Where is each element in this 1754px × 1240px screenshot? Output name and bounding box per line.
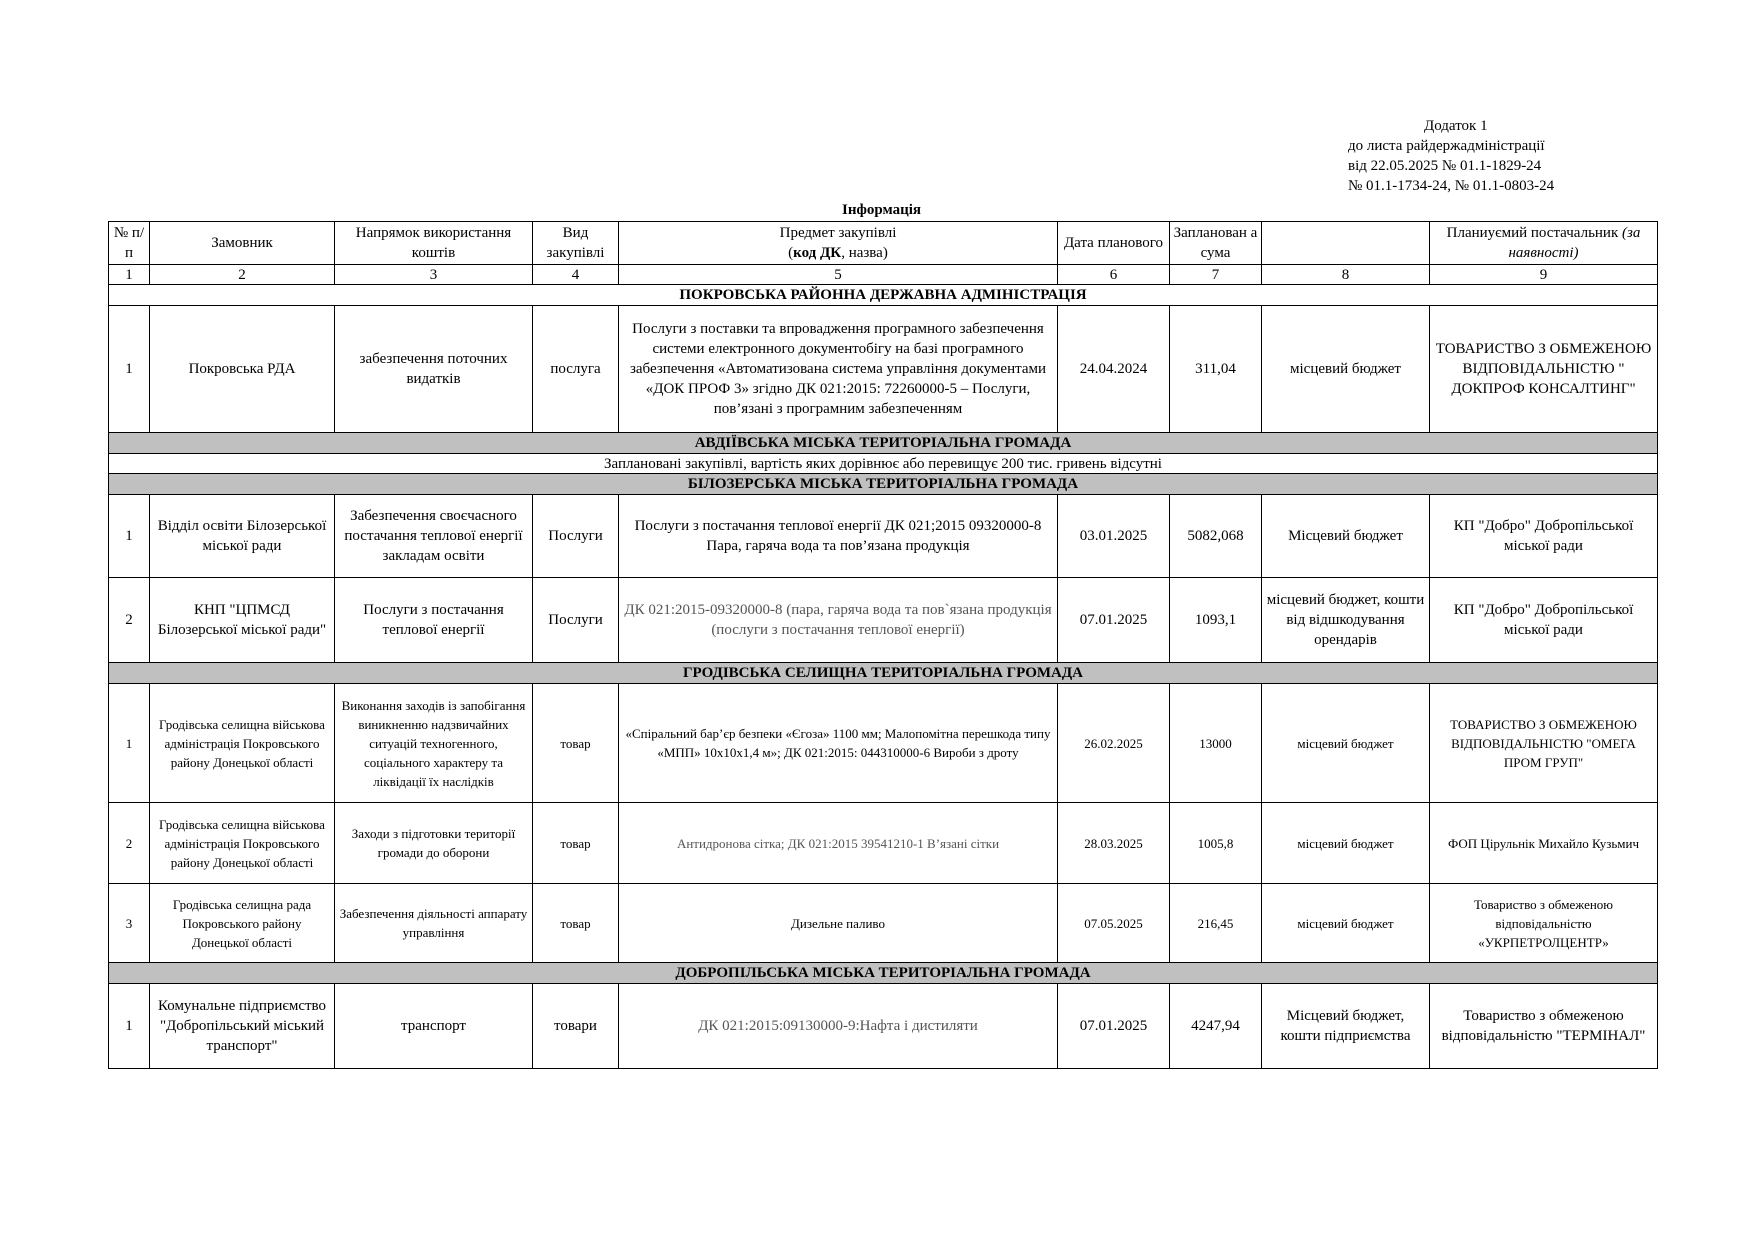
cell-subject: Послуги з поставки та впровадження програмного забезпечення системи електронного документобігу на базі програмного забезпечення «Автоматизована система управління документами «ДОК ПРОФ 3» згідно ДК 021:2015: 72260000-5 – Послуги, пов’язані з програмним забезпеченням xyxy=(619,306,1058,433)
cell-kind: товар xyxy=(533,684,619,803)
column-number: 1 xyxy=(109,265,150,285)
header-row xyxy=(109,222,1658,265)
cell-direction: Послуги з постачання теплової енергії xyxy=(335,578,533,663)
column-number: 6 xyxy=(1058,265,1170,285)
cell-sum: 5082,068 xyxy=(1170,495,1262,578)
table-row xyxy=(109,884,1658,963)
cell-date: 07.01.2025 xyxy=(1058,984,1170,1069)
cell-customer: Гродівська селищна рада Покровського району Донецької області xyxy=(150,884,335,963)
section-row-bilozerske xyxy=(109,474,1658,495)
cell-supplier: Товариство з обмеженою відповідальністю "ТЕРМІНАЛ" xyxy=(1430,984,1658,1069)
cell-sum: 1005,8 xyxy=(1170,803,1262,884)
cell-customer: Гродівська селищна військова адміністрація Покровського району Донецької області xyxy=(150,803,335,884)
cell-source: місцевий бюджет xyxy=(1262,803,1430,884)
section-row-avdiivka xyxy=(109,433,1658,454)
annex-line-3: від 22.05.2025 № 01.1-1829-24 xyxy=(1348,158,1542,174)
cell-date: 28.03.2025 xyxy=(1058,803,1170,884)
header-number: № п/п xyxy=(109,222,150,265)
annex-block xyxy=(1348,116,1554,196)
column-number: 5 xyxy=(619,265,1058,285)
cell-supplier: КП "Добро" Добропільської міської ради xyxy=(1430,495,1658,578)
cell-sum: 4247,94 xyxy=(1170,984,1262,1069)
cell-supplier: КП "Добро" Добропільської міської ради xyxy=(1430,578,1658,663)
cell-subject: Дизельне паливо xyxy=(619,884,1058,963)
cell-subject: «Спіральний бар’єр безпеки «Єгоза» 1100 мм; Малопомітна перешкода типу «МПП» 10х10х1,4 м»; ДК 021:2015: 044310000-6 Вироби з дроту xyxy=(619,684,1058,803)
header-subject: Предмет закупівлі (код ДК, назва) xyxy=(619,222,1058,265)
cell-sum: 311,04 xyxy=(1170,306,1262,433)
annex-line-1: Додаток 1 xyxy=(1424,118,1488,134)
table-row xyxy=(109,306,1658,433)
header-kind: Вид закупівлі xyxy=(533,222,619,265)
cell-supplier: ТОВАРИСТВО З ОБМЕЖЕНОЮ ВІДПОВІДАЛЬНІСТЮ " ДОКПРОФ КОНСАЛТИНГ" xyxy=(1430,306,1658,433)
cell-direction: Забезпечення діяльності аппарату управління xyxy=(335,884,533,963)
cell-source: місцевий бюджет, кошти від відшкодування орендарів xyxy=(1262,578,1430,663)
cell-subject: Антидронова сітка; ДК 021:2015 39541210-1 В’язані сітки xyxy=(619,803,1058,884)
column-number: 3 xyxy=(335,265,533,285)
cell-date: 07.05.2025 xyxy=(1058,884,1170,963)
header-subject-rest: , назва) xyxy=(841,245,888,261)
cell-source: місцевий бюджет xyxy=(1262,684,1430,803)
section-title: АВДІЇВСЬКА МІСЬКА ТЕРИТОРІАЛЬНА ГРОМАДА xyxy=(109,433,1658,454)
cell-number: 2 xyxy=(109,803,150,884)
cell-source: місцевий бюджет xyxy=(1262,306,1430,433)
cell-customer: Покровська РДА xyxy=(150,306,335,433)
cell-number: 3 xyxy=(109,884,150,963)
section-row-dobropillia xyxy=(109,963,1658,984)
header-subject-bold: код ДК xyxy=(793,245,842,261)
cell-date: 03.01.2025 xyxy=(1058,495,1170,578)
cell-subject: ДК 021:2015:09130000-9:Нафта і дистиляти xyxy=(619,984,1058,1069)
cell-number: 2 xyxy=(109,578,150,663)
cell-direction: Виконання заходів із запобігання виникненню надзвичайних ситуацій техногенного, соціального характеру та ліквідації їх наслідків xyxy=(335,684,533,803)
cell-kind: товари xyxy=(533,984,619,1069)
column-number: 4 xyxy=(533,265,619,285)
header-customer: Замовник xyxy=(150,222,335,265)
document-title: Інформація xyxy=(841,202,921,218)
cell-direction: транспорт xyxy=(335,984,533,1069)
header-supplier-main: Планиуємий постачальник xyxy=(1446,225,1622,241)
cell-direction: Забезпечення своєчасного постачання теплової енергії закладам освіти xyxy=(335,495,533,578)
section-title: ГРОДІВСЬКА СЕЛИЩНА ТЕРИТОРІАЛЬНА ГРОМАДА xyxy=(109,663,1658,684)
section-note-row xyxy=(109,454,1658,474)
cell-source: Місцевий бюджет xyxy=(1262,495,1430,578)
cell-customer: Комунальне підприємство "Добропільський міський транспорт" xyxy=(150,984,335,1069)
section-note: Заплановані закупівлі, вартість яких дорівнює або перевищує 200 тис. гривень відсутні xyxy=(109,454,1658,474)
column-number: 7 xyxy=(1170,265,1262,285)
header-sum: Запланован а сума xyxy=(1170,222,1262,265)
section-row-pokrovsk xyxy=(109,285,1658,306)
cell-number: 1 xyxy=(109,495,150,578)
cell-date: 24.04.2024 xyxy=(1058,306,1170,433)
cell-customer: КНП "ЦПМСД Білозерської міської ради" xyxy=(150,578,335,663)
cell-kind: послуга xyxy=(533,306,619,433)
cell-customer: Відділ освіти Білозерської міської ради xyxy=(150,495,335,578)
header-supplier xyxy=(1430,222,1658,265)
section-title: ПОКРОВСЬКА РАЙОННА ДЕРЖАВНА АДМІНІСТРАЦІЯ xyxy=(109,285,1658,306)
header-supplier-italic: (за наявності) xyxy=(1508,225,1641,261)
cell-number: 1 xyxy=(109,984,150,1069)
cell-kind: товар xyxy=(533,803,619,884)
cell-source: місцевий бюджет xyxy=(1262,884,1430,963)
table-row xyxy=(109,495,1658,578)
table-row xyxy=(109,803,1658,884)
header-direction: Напрямок використання коштів xyxy=(335,222,533,265)
cell-supplier: Товариство з обмеженою відповідальністю «УКРПЕТРОЛЦЕНТР» xyxy=(1430,884,1658,963)
cell-kind: товар xyxy=(533,884,619,963)
cell-subject: Послуги з постачання теплової енергії ДК 021;2015 09320000-8 Пара, гаряча вода та пов’язана продукція xyxy=(619,495,1058,578)
cell-date: 07.01.2025 xyxy=(1058,578,1170,663)
cell-supplier: ТОВАРИСТВО З ОБМЕЖЕНОЮ ВІДПОВІДАЛЬНІСТЮ "ОМЕГА ПРОМ ГРУП" xyxy=(1430,684,1658,803)
table-row xyxy=(109,984,1658,1069)
header-date: Дата планового xyxy=(1058,222,1170,265)
cell-source: Місцевий бюджет, кошти підприємства xyxy=(1262,984,1430,1069)
annex-line-4: № 01.1-1734-24, № 01.1-0803-24 xyxy=(1348,178,1555,194)
cell-number: 1 xyxy=(109,306,150,433)
column-number: 8 xyxy=(1262,265,1430,285)
cell-customer: Гродівська селищна військова адміністрація Покровського району Донецької області xyxy=(150,684,335,803)
column-number: 9 xyxy=(1430,265,1658,285)
column-numbers-row xyxy=(109,265,1658,285)
cell-sum: 1093,1 xyxy=(1170,578,1262,663)
header-source xyxy=(1262,222,1430,265)
cell-date: 26.02.2025 xyxy=(1058,684,1170,803)
header-subject-line1: Предмет закупівлі xyxy=(779,225,897,241)
cell-sum: 216,45 xyxy=(1170,884,1262,963)
cell-direction: забезпечення поточних видатків xyxy=(335,306,533,433)
table-row xyxy=(109,684,1658,803)
procurement-table xyxy=(108,221,1658,1069)
cell-direction: Заходи з підготовки території громади до оборони xyxy=(335,803,533,884)
cell-kind: Послуги xyxy=(533,495,619,578)
cell-number: 1 xyxy=(109,684,150,803)
section-title: БІЛОЗЕРСЬКА МІСЬКА ТЕРИТОРІАЛЬНА ГРОМАДА xyxy=(109,474,1658,495)
section-title: ДОБРОПІЛЬСЬКА МІСЬКА ТЕРИТОРІАЛЬНА ГРОМАДА xyxy=(109,963,1658,984)
section-row-hrodivka xyxy=(109,663,1658,684)
cell-supplier: ФОП Цірульнік Михайло Кузьмич xyxy=(1430,803,1658,884)
cell-sum: 13000 xyxy=(1170,684,1262,803)
cell-subject: ДК 021:2015-09320000-8 (пара, гаряча вода та пов`язана продукція (послуги з постачання теплової енергії) xyxy=(619,578,1058,663)
cell-kind: Послуги xyxy=(533,578,619,663)
table-row xyxy=(109,578,1658,663)
annex-line-2: до листа райдержадміністрації xyxy=(1348,138,1545,154)
column-number: 2 xyxy=(150,265,335,285)
